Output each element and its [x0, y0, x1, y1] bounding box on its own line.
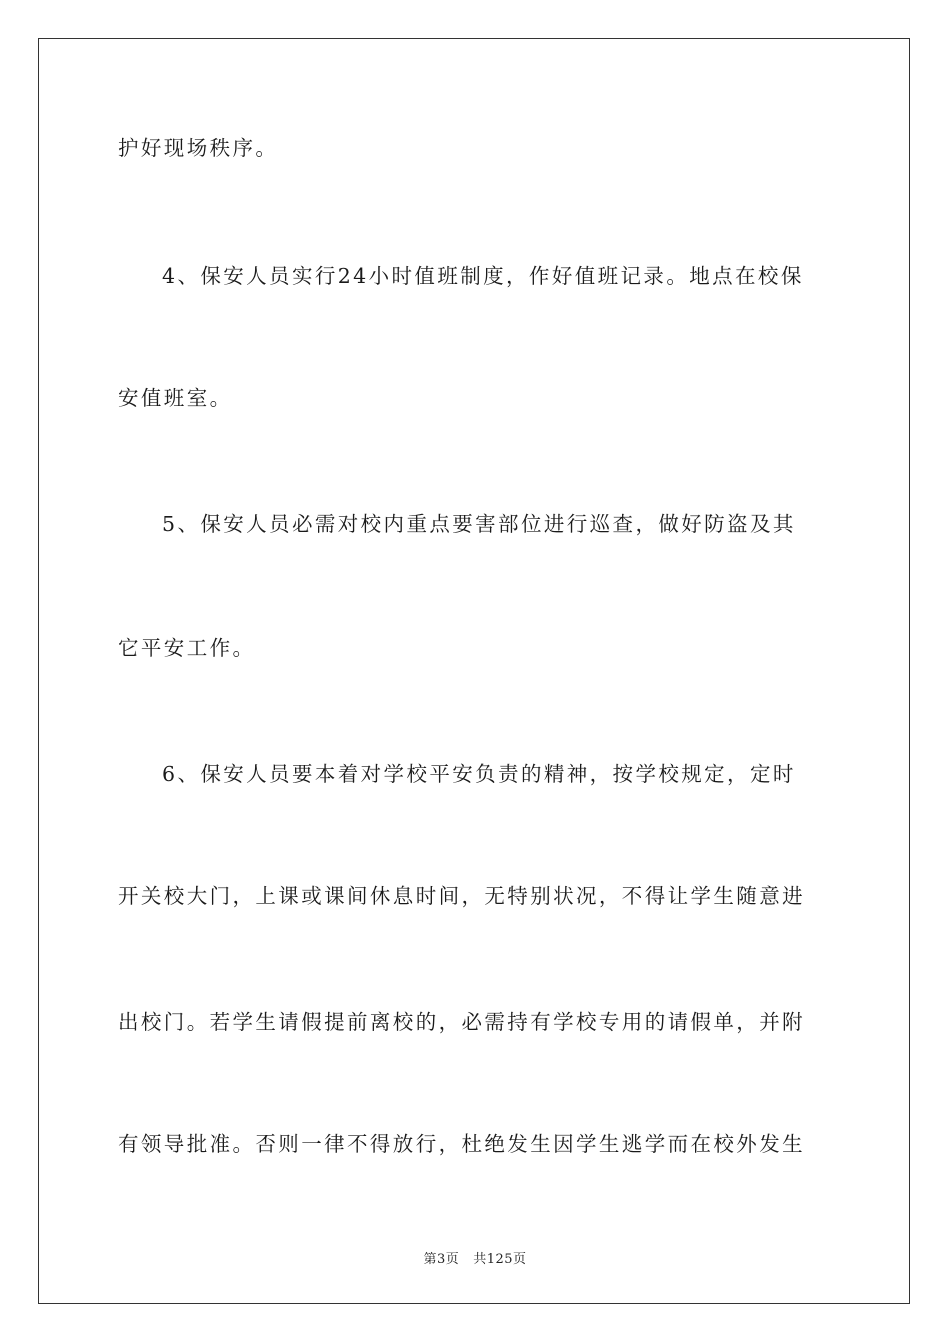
page-number: 第3页 — [423, 1252, 460, 1267]
total-pages: 共125页 — [473, 1252, 527, 1267]
paragraph-4-line-1: 4、保安人员实行24小时值班制度，作好值班记录。地点在校保 — [162, 264, 804, 288]
paragraph-5-line-1: 5、保安人员必需对校内重点要害部位进行巡查，做好防盗及其 — [162, 512, 796, 536]
paragraph-6-line-4: 有领导批准。否则一律不得放行，杜绝发生因学生逃学而在校外发生 — [118, 1132, 805, 1156]
text-line: 护好现场秩序。 — [118, 136, 279, 160]
paragraph-5-line-2: 它平安工作。 — [118, 636, 256, 660]
paragraph-6-line-2: 开关校大门，上课或课间休息时间，无特别状况，不得让学生随意进 — [118, 884, 805, 908]
paragraph-6-line-1: 6、保安人员要本着对学校平安负责的精神，按学校规定，定时 — [162, 762, 796, 786]
page-border — [38, 38, 910, 1304]
page-footer — [0, 1248, 950, 1267]
paragraph-6-line-3: 出校门。若学生请假提前离校的，必需持有学校专用的请假单，并附 — [118, 1010, 805, 1034]
paragraph-4-line-2: 安值班室。 — [118, 386, 233, 410]
